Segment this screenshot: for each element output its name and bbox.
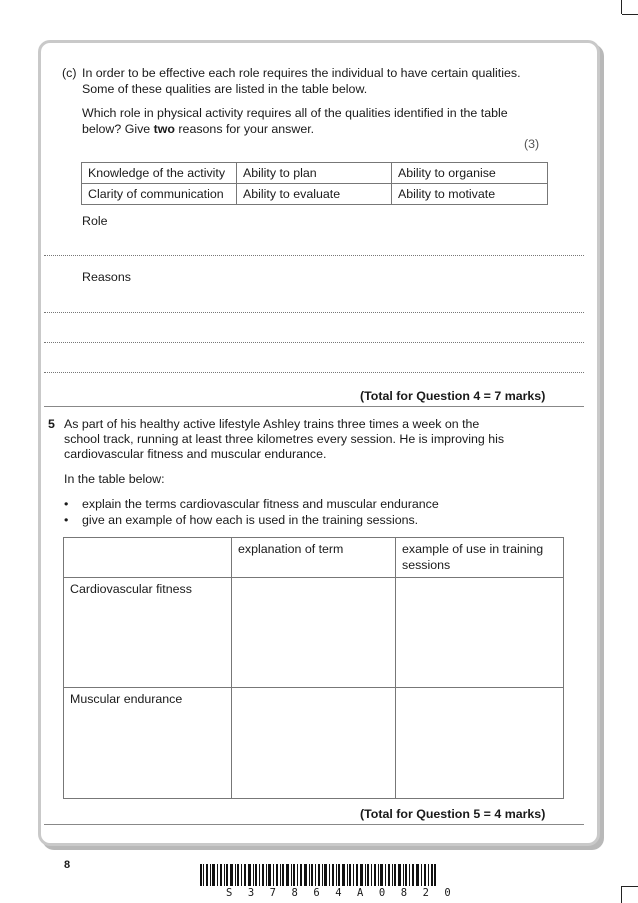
part-label: (c) (62, 66, 77, 80)
question-line2-bold: two (153, 122, 175, 136)
qualities-table (81, 162, 548, 205)
table-header-cell (64, 538, 232, 578)
answer-cell-example[interactable] (396, 688, 564, 799)
bullet-item: explain the terms cardiovascular fitness and muscular endurance (82, 497, 439, 511)
question-4-divider (44, 406, 584, 407)
marks-label: (3) (524, 137, 540, 151)
crop-mark-bottom-right-h (622, 886, 638, 887)
question-5-total: (Total for Question 5 = 4 marks) (360, 807, 546, 821)
part-intro-line2: Some of these qualities are listed in the table below. (82, 82, 368, 96)
table-row (64, 578, 564, 688)
table-cell: Ability to organise (392, 163, 548, 184)
crop-mark-top-right (621, 0, 622, 14)
part-intro-line1: In order to be effective each role requires the individual to have certain qualities. (82, 66, 521, 80)
role-label: Role (82, 214, 108, 228)
bullet-marker: • (64, 513, 69, 527)
row-label-muscular: Muscular endurance (64, 688, 232, 799)
answer-cell-explanation[interactable] (232, 578, 396, 688)
table-cell: Clarity of communication (82, 184, 237, 205)
crop-mark-top-right-h (622, 14, 638, 15)
part-question-line1: Which role in physical activity requires all of the qualities identified in the table (82, 106, 508, 120)
answer-cell-example[interactable] (396, 578, 564, 688)
answer-cell-explanation[interactable] (232, 688, 396, 799)
barcode-icon (200, 864, 436, 886)
crop-mark-bottom-right (621, 886, 622, 903)
bullet-marker: • (64, 497, 69, 511)
table-header-row (64, 538, 564, 578)
table-row (82, 163, 548, 184)
table-cell: Ability to plan (237, 163, 392, 184)
table-header-cell: example of use in training sessions (396, 538, 564, 578)
table-cell: Ability to evaluate (237, 184, 392, 205)
table-header-cell: explanation of term (232, 538, 396, 578)
role-answer-line[interactable] (44, 255, 584, 256)
question-5-line3: cardiovascular fitness and muscular endurance. (64, 447, 327, 461)
barcode-text: S 3 7 8 6 4 A 0 8 2 0 (226, 887, 456, 899)
question-5-line2: school track, running at least three kilometres every session. He is improving his (64, 432, 505, 446)
page-number: 8 (64, 859, 71, 871)
question-5-number: 5 (48, 417, 55, 431)
row-label-cardiovascular: Cardiovascular fitness (64, 578, 232, 688)
table-row (64, 688, 564, 799)
bullet-item: give an example of how each is used in the training sessions. (82, 513, 419, 527)
reasons-answer-line-2[interactable] (44, 342, 584, 343)
table-cell: Knowledge of the activity (82, 163, 237, 184)
question-line2-pre: below? Give (82, 122, 154, 136)
question-5-instruction: In the table below: (64, 472, 165, 486)
question-5-line1: As part of his healthy active lifestyle Ashley trains three times a week on the (64, 417, 480, 431)
answer-table (63, 537, 564, 799)
part-question-line2 (82, 122, 314, 138)
question-line2-post: reasons for your answer. (174, 122, 315, 136)
reasons-label: Reasons (82, 270, 131, 284)
reasons-answer-line-3[interactable] (44, 372, 584, 373)
question-5-divider (44, 824, 584, 825)
table-cell: Ability to motivate (392, 184, 548, 205)
question-4-total: (Total for Question 4 = 7 marks) (360, 389, 546, 403)
reasons-answer-line-1[interactable] (44, 312, 584, 313)
table-row (82, 184, 548, 205)
